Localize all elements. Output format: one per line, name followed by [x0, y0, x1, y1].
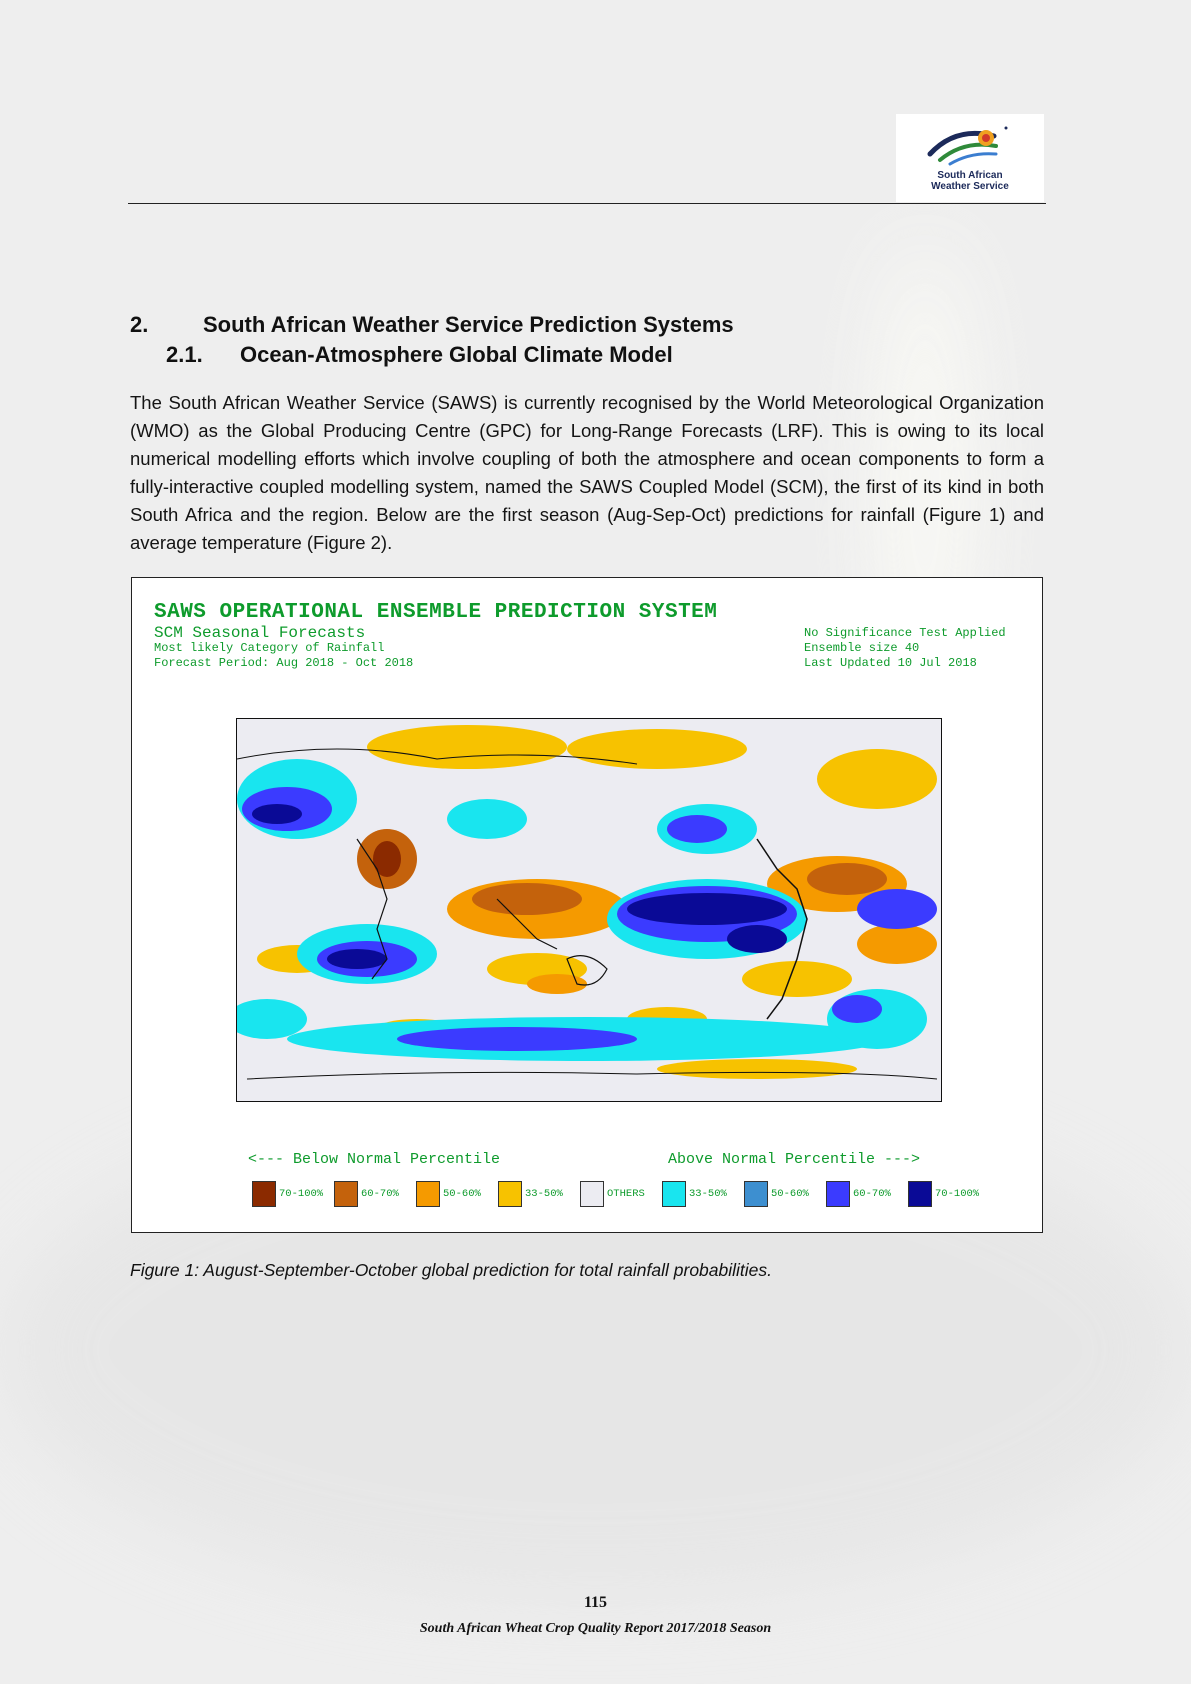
- saws-logo-icon: [896, 114, 1044, 174]
- legend-swatch: [252, 1181, 276, 1207]
- figure-meta-right: No Significance Test Applied: [804, 626, 1006, 640]
- header-divider: [128, 203, 1046, 204]
- logo-text-line: Weather Service: [931, 181, 1009, 192]
- legend-swatch: [334, 1181, 358, 1207]
- legend-swatch: [908, 1181, 932, 1207]
- figure-meta-left: Forecast Period: Aug 2018 - Oct 2018: [154, 656, 414, 670]
- legend-swatch: [580, 1181, 604, 1207]
- legend-swatch: [416, 1181, 440, 1207]
- report-footer: South African Wheat Crop Quality Report 2017/2018 Season: [419, 1621, 772, 1636]
- logo-text-line: South African: [937, 170, 1003, 181]
- body-paragraph: The South African Weather Service (SAWS) is currently recognised by the World Meteorological Organization (WMO) as the Global Producing Centre (GPC) for Long-Range Forecasts (LRF). This is owing to its local numerical modelling efforts which involve coupling of both the atmosphere and ocean components to form a fully-interactive coupled modelling system, named the SAWS Coupled Model (SCM), the first of its kind in both South Africa and the region. Below are the first season (Aug-Sep-Oct) predictions for rainfall (Figure 1) and average temperature (Figure 2).: [130, 392, 1044, 553]
- legend-label: OTHERS: [607, 1188, 645, 1200]
- legend-label: 33-50%: [525, 1188, 563, 1200]
- legend-label: 70-100%: [935, 1188, 980, 1200]
- figure-meta-right: Ensemble size 40: [804, 641, 920, 655]
- legend-swatch: [662, 1181, 686, 1207]
- legend-label: 50-60%: [771, 1188, 809, 1200]
- world-map: [236, 718, 942, 1102]
- legend-swatch: [826, 1181, 850, 1207]
- rainfall-probability-map: [237, 719, 942, 1102]
- legend-swatch: [498, 1181, 522, 1207]
- saws-logo: [896, 114, 1044, 202]
- section-title: South African Weather Service Prediction Systems: [203, 312, 734, 337]
- legend-swatch: [744, 1181, 768, 1207]
- subsection-title: Ocean-Atmosphere Global Climate Model: [240, 342, 673, 367]
- legend-label: 50-60%: [443, 1188, 481, 1200]
- figure-subtitle: SCM Seasonal Forecasts: [154, 624, 366, 642]
- subsection-number: 2.1.: [166, 342, 203, 367]
- figure-title: SAWS OPERATIONAL ENSEMBLE PREDICTION SYSTEM: [154, 601, 718, 624]
- legend-below-label: <--- Below Normal Percentile: [248, 1151, 501, 1168]
- figure-meta-right: Last Updated 10 Jul 2018: [804, 656, 977, 670]
- figure-meta-left: Most likely Category of Rainfall: [154, 641, 385, 655]
- legend-label: 60-70%: [361, 1188, 399, 1200]
- legend-label: 70-100%: [279, 1188, 324, 1200]
- legend-above-label: Above Normal Percentile --->: [668, 1151, 921, 1168]
- legend-label: 33-50%: [689, 1188, 727, 1200]
- figure-caption: Figure 1: August-September-October global prediction for total rainfall probabilities.: [130, 1260, 773, 1280]
- page-number: 115: [583, 1594, 608, 1611]
- rainfall-forecast-figure: [131, 577, 1043, 1233]
- legend-label: 60-70%: [853, 1188, 891, 1200]
- section-number: 2.: [130, 312, 149, 337]
